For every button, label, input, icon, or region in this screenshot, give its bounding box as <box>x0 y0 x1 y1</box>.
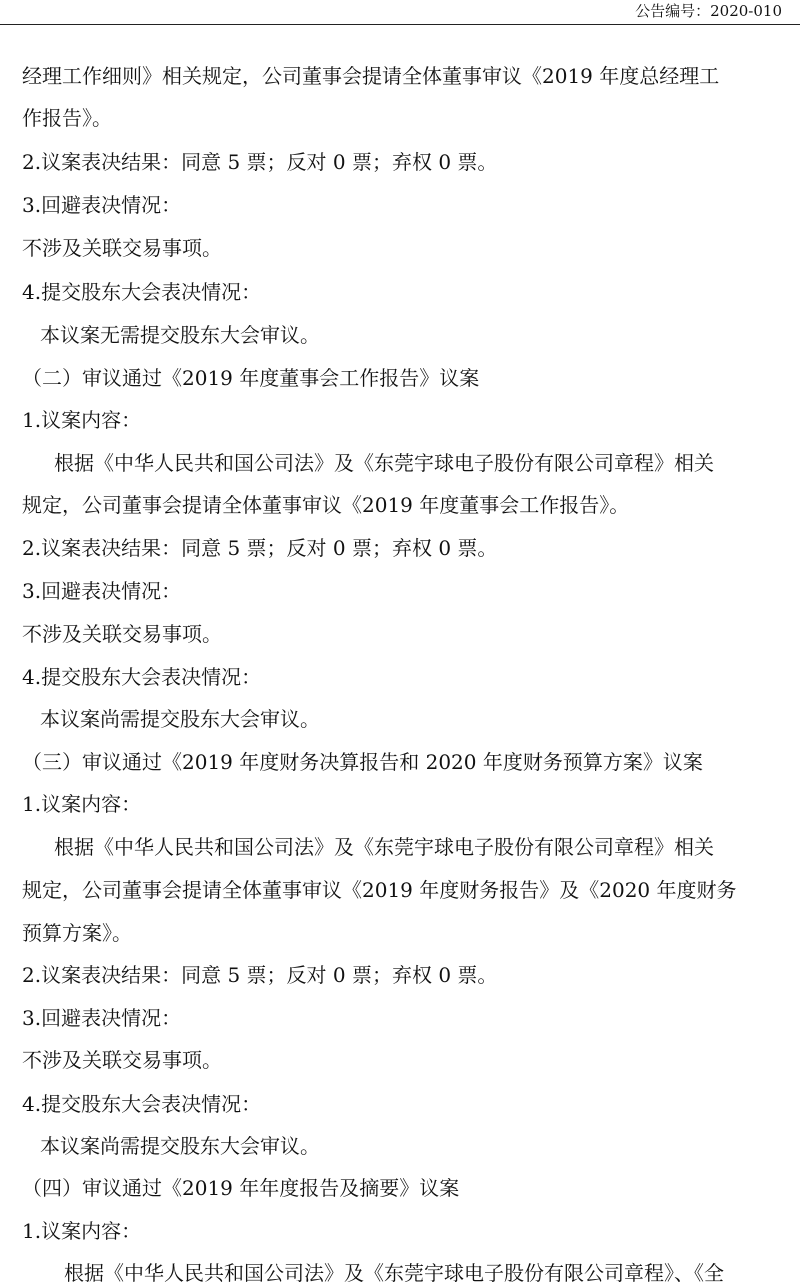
paragraph-line: 根据《中华人民共和国公司法》及《东莞宇球电子股份有限公司章程》、《全 <box>64 1261 724 1285</box>
section-heading: （四）审议通过《2019 年年度报告及摘要》议案 <box>22 1176 460 1200</box>
section-heading: （二）审议通过《2019 年度董事会工作报告》议案 <box>22 366 480 390</box>
paragraph-line: 本议案尚需提交股东大会审议。 <box>40 707 320 731</box>
paragraph-line: 本议案无需提交股东大会审议。 <box>40 323 320 347</box>
paragraph-line: 规定，公司董事会提请全体董事审议《2019 年度董事会工作报告》。 <box>22 493 630 517</box>
paragraph-line: 2.议案表决结果：同意 5 票；反对 0 票；弃权 0 票。 <box>22 536 498 560</box>
paragraph-line: 经理工作细则》相关规定，公司董事会提请全体董事审议《2019 年度总经理工 <box>22 64 720 88</box>
paragraph-line: 本议案尚需提交股东大会审议。 <box>40 1134 320 1158</box>
paragraph-line: 作报告》。 <box>22 106 112 130</box>
paragraph-line: 规定，公司董事会提请全体董事审议《2019 年度财务报告》及《2020 年度财务 <box>22 878 737 902</box>
paragraph-line: 3.回避表决情况： <box>22 579 182 603</box>
paragraph-line: 不涉及关联交易事项。 <box>22 236 222 260</box>
paragraph-line: 4.提交股东大会表决情况： <box>22 1092 262 1116</box>
paragraph-line: 1.议案内容： <box>22 1219 142 1243</box>
paragraph-line: 4.提交股东大会表决情况： <box>22 665 262 689</box>
paragraph-line: 不涉及关联交易事项。 <box>22 622 222 646</box>
page-header <box>0 0 800 25</box>
paragraph-line: 1.议案内容： <box>22 792 142 816</box>
paragraph-line: 不涉及关联交易事项。 <box>22 1048 222 1072</box>
paragraph-line: 根据《中华人民共和国公司法》及《东莞宇球电子股份有限公司章程》相关 <box>54 451 714 475</box>
announcement-number: 公告编号：2020-010 <box>635 2 782 20</box>
paragraph-line: 2.议案表决结果：同意 5 票；反对 0 票；弃权 0 票。 <box>22 963 498 987</box>
paragraph-line: 1.议案内容： <box>22 408 142 432</box>
paragraph-line: 2.议案表决结果：同意 5 票；反对 0 票；弃权 0 票。 <box>22 150 498 174</box>
paragraph-line: 4.提交股东大会表决情况： <box>22 280 262 304</box>
paragraph-line: 预算方案》。 <box>22 921 132 945</box>
paragraph-line: 根据《中华人民共和国公司法》及《东莞宇球电子股份有限公司章程》相关 <box>54 835 714 859</box>
section-heading: （三）审议通过《2019 年度财务决算报告和 2020 年度财务预算方案》议案 <box>22 750 703 774</box>
paragraph-line: 3.回避表决情况： <box>22 1006 182 1030</box>
paragraph-line: 3.回避表决情况： <box>22 193 182 217</box>
